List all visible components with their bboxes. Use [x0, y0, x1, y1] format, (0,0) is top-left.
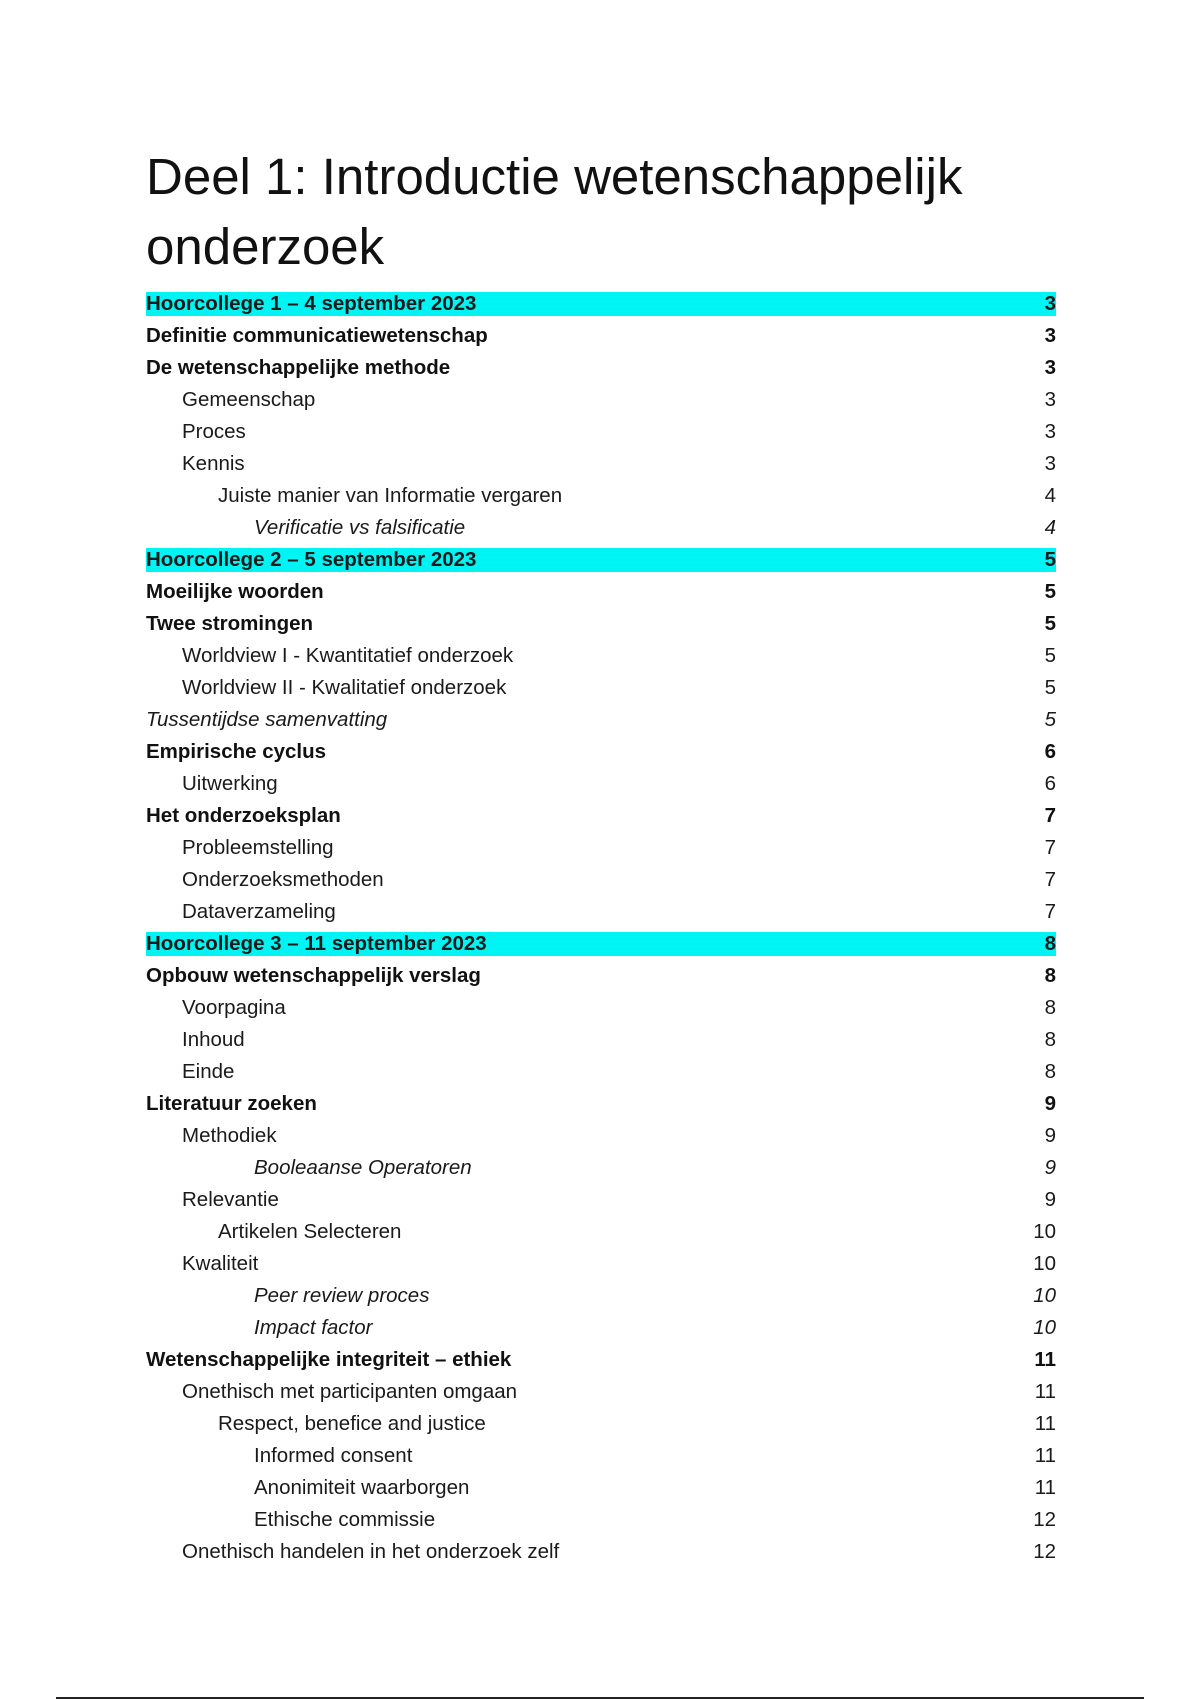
toc-entry[interactable]	[146, 992, 1056, 1024]
toc-entry[interactable]	[146, 1024, 1056, 1056]
toc-entry[interactable]	[146, 1280, 1056, 1312]
toc-lecture-heading[interactable]	[146, 292, 1056, 316]
toc-entry[interactable]	[146, 896, 1056, 928]
toc-entry-label: Respect, benefice and justice	[218, 1412, 486, 1435]
toc-entry[interactable]	[146, 1536, 1056, 1568]
toc-entry[interactable]	[146, 1312, 1056, 1344]
toc-entry-label: Informed consent	[254, 1444, 413, 1467]
toc-page-number: 3	[1044, 292, 1056, 315]
toc-page-number: 5	[1044, 580, 1056, 603]
table-of-contents	[146, 288, 1056, 1568]
toc-page-number: 10	[1033, 1220, 1056, 1243]
toc-page-number: 9	[1044, 1092, 1056, 1115]
toc-page-number: 11	[1034, 1412, 1056, 1435]
toc-entry-label: Tussentijdse samenvatting	[146, 708, 388, 731]
toc-entry-label: Worldview I - Kwantitatief onderzoek	[182, 644, 514, 667]
toc-page-number: 5	[1044, 612, 1056, 635]
toc-entry[interactable]	[146, 384, 1056, 416]
toc-entry[interactable]	[146, 1088, 1056, 1120]
toc-entry-label: Voorpagina	[182, 996, 286, 1019]
toc-entry-label: Kennis	[182, 452, 245, 475]
toc-page-number: 3	[1044, 452, 1056, 475]
toc-entry-label: Wetenschappelijke integriteit – ethiek	[146, 1348, 512, 1371]
toc-entry[interactable]	[146, 448, 1056, 480]
toc-page-number: 7	[1044, 804, 1056, 827]
toc-entry-label: Inhoud	[182, 1028, 245, 1051]
toc-entry-label: Opbouw wetenschappelijk verslag	[146, 964, 481, 987]
toc-entry-label: Probleemstelling	[182, 836, 334, 859]
toc-entry-label: De wetenschappelijke methode	[146, 356, 451, 379]
toc-entry[interactable]	[146, 1440, 1056, 1472]
toc-entry[interactable]	[146, 608, 1056, 640]
toc-entry[interactable]	[146, 1344, 1056, 1376]
toc-entry-label: Booleaanse Operatoren	[254, 1156, 472, 1179]
toc-page-number: 5	[1044, 708, 1056, 731]
toc-page-number: 7	[1044, 900, 1056, 923]
toc-entry-label: Uitwerking	[182, 772, 278, 795]
toc-page-number: 6	[1044, 740, 1056, 763]
toc-entry[interactable]	[146, 864, 1056, 896]
toc-entry-label: Definitie communicatiewetenschap	[146, 324, 488, 347]
toc-entry-label: Einde	[182, 1060, 235, 1083]
toc-entry-label: Peer review proces	[254, 1284, 430, 1307]
toc-entry[interactable]	[146, 736, 1056, 768]
toc-entry[interactable]	[146, 704, 1056, 736]
footer-divider	[56, 1697, 1144, 1699]
toc-entry-label: Artikelen Selecteren	[218, 1220, 402, 1243]
toc-entry-label: Literatuur zoeken	[146, 1092, 317, 1115]
toc-entry-label: Onethisch met participanten omgaan	[182, 1380, 518, 1403]
toc-entry[interactable]	[146, 1184, 1056, 1216]
toc-page-number: 9	[1044, 1156, 1056, 1179]
toc-entry[interactable]	[146, 416, 1056, 448]
toc-page-number: 5	[1044, 676, 1056, 699]
toc-page-number: 7	[1044, 836, 1056, 859]
toc-entry[interactable]	[146, 832, 1056, 864]
toc-entry[interactable]	[146, 1472, 1056, 1504]
toc-page-number: 3	[1044, 356, 1056, 379]
toc-page-number: 12	[1033, 1508, 1056, 1531]
toc-page-number: 4	[1044, 516, 1056, 539]
toc-entry-label: Moeilijke woorden	[146, 580, 324, 603]
toc-entry[interactable]	[146, 960, 1056, 992]
toc-entry-label: Methodiek	[182, 1124, 277, 1147]
toc-page-number: 5	[1044, 548, 1056, 571]
toc-entry[interactable]	[146, 480, 1056, 512]
toc-page-number: 8	[1044, 996, 1056, 1019]
toc-entry-label: Onderzoeksmethoden	[182, 868, 384, 891]
toc-entry[interactable]	[146, 320, 1056, 352]
toc-page-number: 11	[1034, 1444, 1056, 1467]
toc-entry-label: Impact factor	[254, 1316, 373, 1339]
toc-entry-label: Empirische cyclus	[146, 740, 327, 763]
toc-page-number: 4	[1044, 484, 1056, 507]
toc-page-number: 11	[1034, 1348, 1056, 1371]
toc-page-number: 10	[1033, 1316, 1056, 1339]
toc-page-number: 10	[1033, 1252, 1056, 1275]
toc-entry[interactable]	[146, 576, 1056, 608]
toc-entry[interactable]	[146, 1376, 1056, 1408]
toc-entry[interactable]	[146, 1056, 1056, 1088]
toc-entry-label: Ethische commissie	[254, 1508, 436, 1531]
toc-page-number: 8	[1044, 932, 1056, 955]
page-title: Deel 1: Introductie wetenschappelijk onderzoek	[146, 148, 963, 275]
toc-lecture-heading[interactable]	[146, 548, 1056, 572]
toc-entry[interactable]	[146, 512, 1056, 544]
toc-entry[interactable]	[146, 768, 1056, 800]
toc-entry[interactable]	[146, 1504, 1056, 1536]
toc-page-number: 11	[1034, 1476, 1056, 1499]
toc-page-number: 8	[1044, 1028, 1056, 1051]
toc-entry-label: Anonimiteit waarborgen	[254, 1476, 470, 1499]
toc-page-number: 8	[1044, 1060, 1056, 1083]
toc-entry[interactable]	[146, 672, 1056, 704]
toc-entry[interactable]	[146, 1216, 1056, 1248]
toc-entry-label: Worldview II - Kwalitatief onderzoek	[182, 676, 507, 699]
toc-entry[interactable]	[146, 800, 1056, 832]
toc-entry-label: Hoorcollege 3 – 11 september 2023	[146, 932, 487, 955]
toc-page-number: 12	[1033, 1540, 1056, 1563]
toc-page-number: 5	[1044, 644, 1056, 667]
toc-page-number: 6	[1044, 772, 1056, 795]
toc-entry-label: Onethisch handelen in het onderzoek zelf	[182, 1540, 560, 1563]
toc-entry-label: Hoorcollege 1 – 4 september 2023	[146, 292, 477, 315]
toc-entry-label: Gemeenschap	[182, 388, 316, 411]
toc-entry-label: Het onderzoeksplan	[146, 804, 341, 827]
toc-page-number: 3	[1044, 388, 1056, 411]
toc-entry-label: Kwaliteit	[182, 1252, 259, 1275]
toc-page-number: 11	[1034, 1380, 1056, 1403]
toc-entry-label: Juiste manier van Informatie vergaren	[218, 484, 563, 507]
toc-entry[interactable]	[146, 1120, 1056, 1152]
toc-entry-label: Relevantie	[182, 1188, 279, 1211]
toc-page-number: 10	[1033, 1284, 1056, 1307]
toc-page-number: 3	[1044, 420, 1056, 443]
toc-entry-label: Dataverzameling	[182, 900, 336, 923]
toc-entry[interactable]	[146, 1408, 1056, 1440]
toc-entry[interactable]	[146, 1152, 1056, 1184]
toc-page-number: 9	[1044, 1124, 1056, 1147]
toc-page-number: 9	[1044, 1188, 1056, 1211]
toc-entry-label: Verificatie vs falsificatie	[254, 516, 466, 539]
toc-entry[interactable]	[146, 640, 1056, 672]
toc-page-number: 7	[1044, 868, 1056, 891]
toc-entry-label: Twee stromingen	[146, 612, 314, 635]
toc-page-number: 8	[1044, 964, 1056, 987]
toc-entry[interactable]	[146, 1248, 1056, 1280]
toc-page-number: 3	[1044, 324, 1056, 347]
toc-entry-label: Proces	[182, 420, 246, 443]
toc-entry[interactable]	[146, 352, 1056, 384]
toc-entry-label: Hoorcollege 2 – 5 september 2023	[146, 548, 477, 571]
toc-lecture-heading[interactable]	[146, 932, 1056, 956]
